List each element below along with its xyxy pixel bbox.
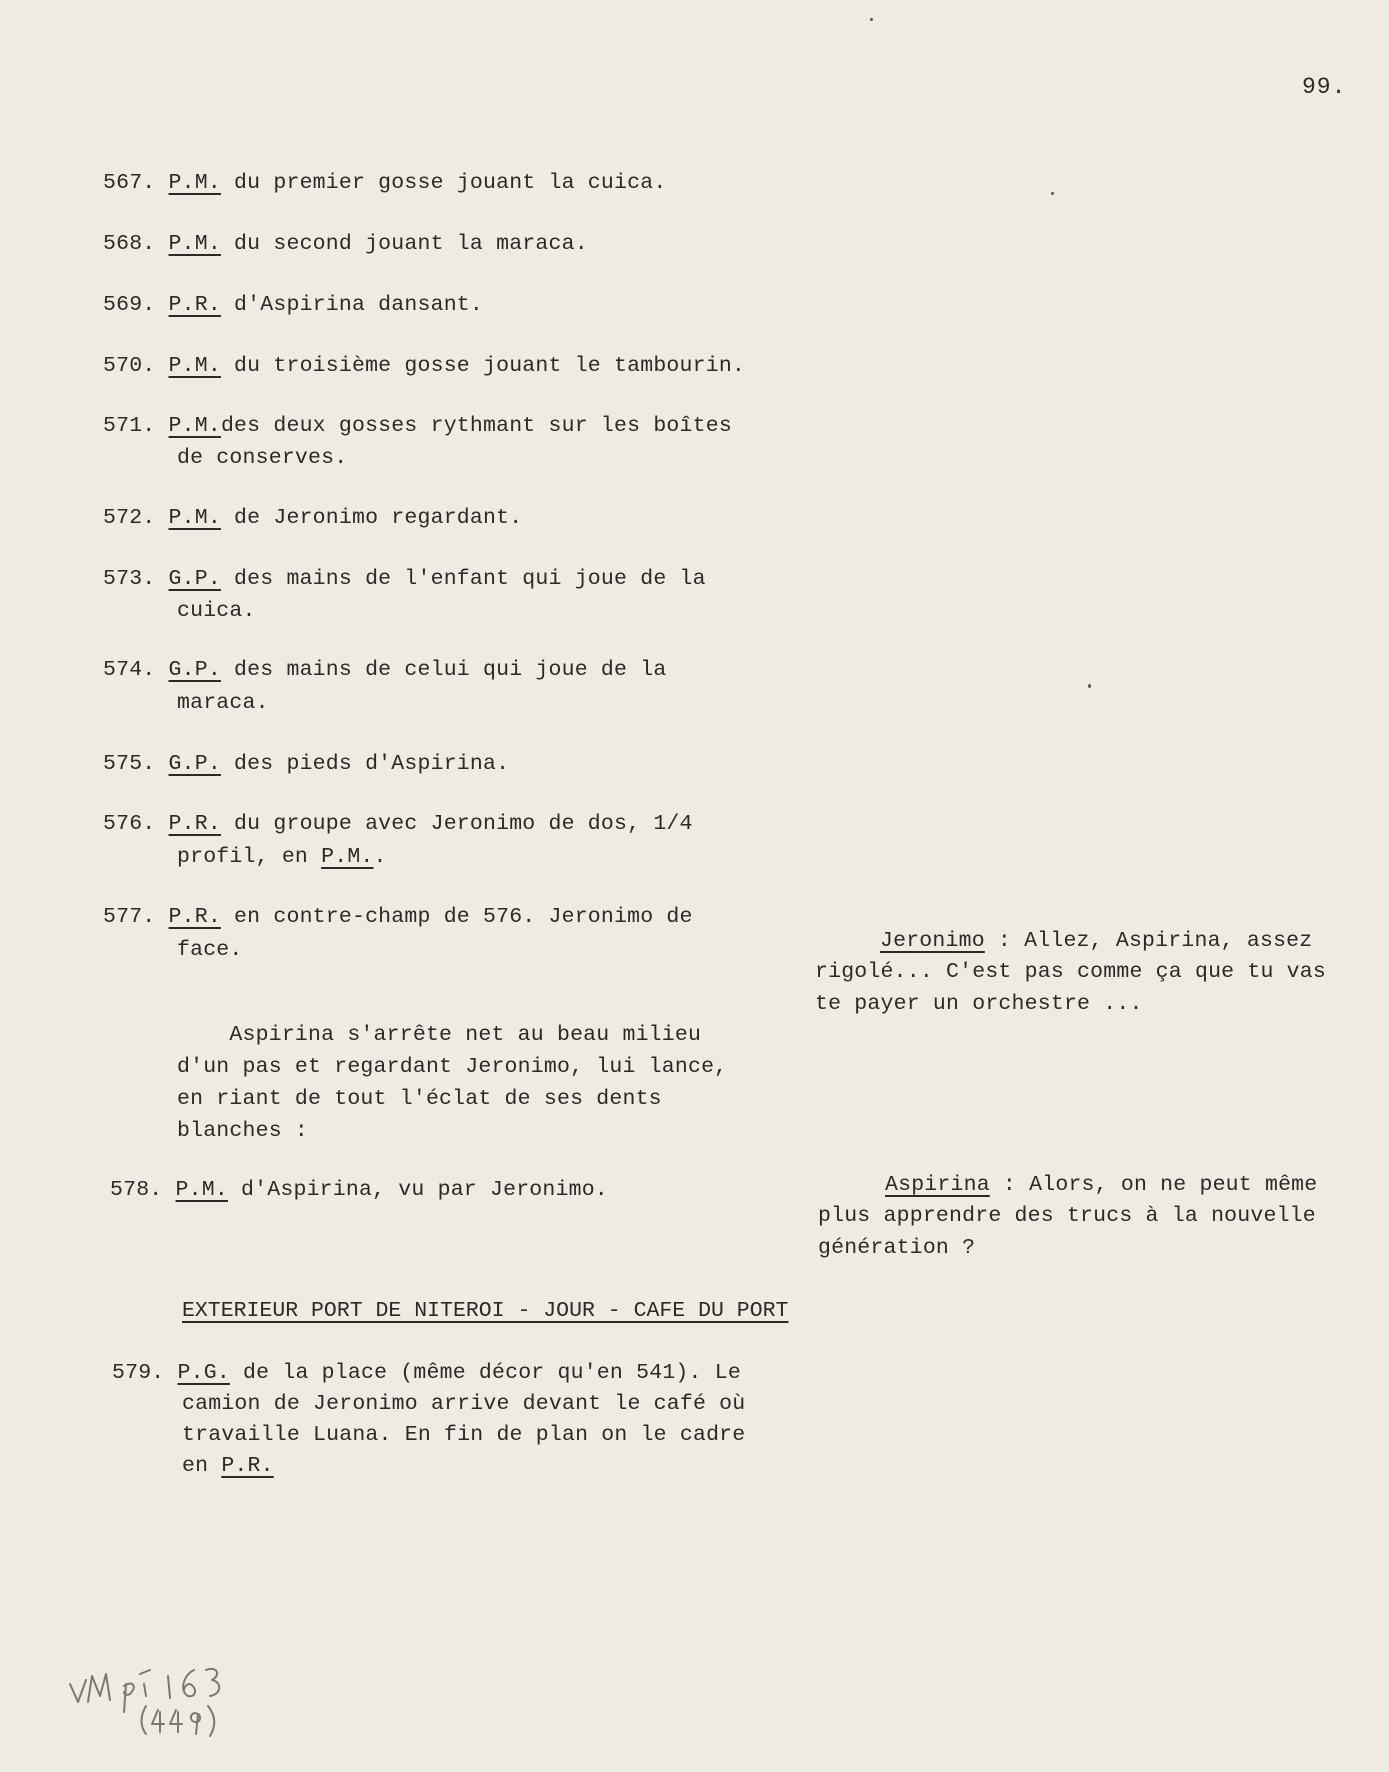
shot-579-continued: camion de Jeronimo arrive devant le café où [182,1392,746,1416]
paper-speck [1088,684,1091,688]
shot-code: P.M. [168,354,221,378]
shot-code: P.M. [321,845,374,869]
dialogue-line: génération ? [818,1236,976,1260]
shot-code: P.R. [168,293,221,317]
dialogue-line: plus apprendre des trucs à la nouvelle [818,1204,1316,1228]
shot-579 [112,1358,741,1389]
shot-579-continued: travaille Luana. En fin de plan on le cadre [182,1423,746,1447]
shot-576-continued [177,842,387,873]
shot-number: 575. [103,752,156,776]
shot-number: 579. [112,1361,165,1385]
dialogue-line: rigolé... C'est pas comme ça que tu vas [815,960,1326,984]
action-line: d'un pas et regardant Jeronimo, lui lance, [177,1055,728,1079]
shot-568 [103,229,588,260]
dialogue-jeronimo [880,926,1312,957]
shot-number: 573. [103,567,156,591]
shot-570 [103,351,745,382]
dialogue-line: te payer un orchestre ... [815,992,1143,1016]
shot-description: en [182,1454,222,1478]
shot-code: P.M. [168,171,221,195]
shot-code: P.M. [175,1178,228,1202]
shot-number: 568. [103,232,156,256]
shot-571 [103,411,732,442]
shot-code: P.G. [177,1361,230,1385]
scene-heading: EXTERIEUR PORT DE NITEROI - JOUR - CAFE DU PORT [182,1299,789,1323]
shot-description: des mains de l'enfant qui joue de la [220,567,706,591]
speaker-name: Jeronimo [880,929,985,953]
shot-description: du premier gosse jouant la cuica. [220,171,667,195]
shot-description: de la place (même décor qu'en 541). Le [229,1361,741,1385]
shot-description: du groupe avec Jeronimo de dos, 1/4 [220,812,693,836]
shot-number: 571. [103,414,156,438]
shot-code: P.M. [168,506,221,530]
shot-573 [103,564,706,595]
shot-number: 567. [103,171,156,195]
action-line: Aspirina s'arrête net au beau milieu [177,1023,702,1047]
shot-579-continued [182,1451,274,1482]
shot-description: des pieds d'Aspirina. [220,752,510,776]
dialogue-aspirina [885,1170,1317,1201]
paper-speck [1051,192,1054,195]
speaker-name: Aspirina [885,1173,990,1197]
shot-description: des deux gosses rythmant sur les boîtes [220,414,732,438]
shot-number: 572. [103,506,156,530]
shot-description: des mains de celui qui joue de la [220,658,667,682]
shot-572 [103,503,522,534]
shot-description: en contre-champ de 576. Jeronimo de [220,905,693,929]
shot-code: G.P. [168,567,221,591]
shot-code: P.R. [221,1454,274,1478]
shot-578 [110,1175,608,1206]
shot-description: du second jouant la maraca. [220,232,588,256]
shot-number: 569. [103,293,156,317]
shot-577 [103,902,693,933]
shot-number: 576. [103,812,156,836]
shot-567 [103,168,666,199]
shot-number: 578. [110,1178,163,1202]
shot-code: G.P. [168,752,221,776]
shot-code: G.P. [168,658,221,682]
shot-number: 570. [103,354,156,378]
page-number: 99. [1302,74,1347,100]
paper-speck [870,18,873,21]
shot-description: profil, en [177,845,322,869]
shot-number: 574. [103,658,156,682]
shot-575 [103,749,509,780]
action-line: blanches : [177,1119,309,1143]
dialogue-text: : Alors, on ne peut même [989,1173,1318,1197]
shot-574-continued: maraca. [177,691,269,715]
shot-code: P.M. [168,232,221,256]
shot-punctuation: . [373,845,387,869]
dialogue-text: : Allez, Aspirina, assez [984,929,1313,953]
shot-description: d'Aspirina, vu par Jeronimo. [227,1178,608,1202]
shot-574 [103,655,666,686]
action-line: en riant de tout l'éclat de ses dents [177,1087,662,1111]
shot-code: P.R. [168,812,221,836]
shot-code: P.R. [168,905,221,929]
shot-code: P.M. [168,414,221,438]
shot-571-continued: de conserves. [177,446,348,470]
handwritten-archive-note [66,1662,266,1762]
shot-576 [103,809,693,840]
shot-577-continued: face. [177,938,243,962]
shot-number: 577. [103,905,156,929]
shot-description: du troisième gosse jouant le tambourin. [220,354,746,378]
shot-description: d'Aspirina dansant. [220,293,483,317]
shot-569 [103,290,483,321]
shot-573-continued: cuica. [177,599,256,623]
shot-description: de Jeronimo regardant. [220,506,523,530]
